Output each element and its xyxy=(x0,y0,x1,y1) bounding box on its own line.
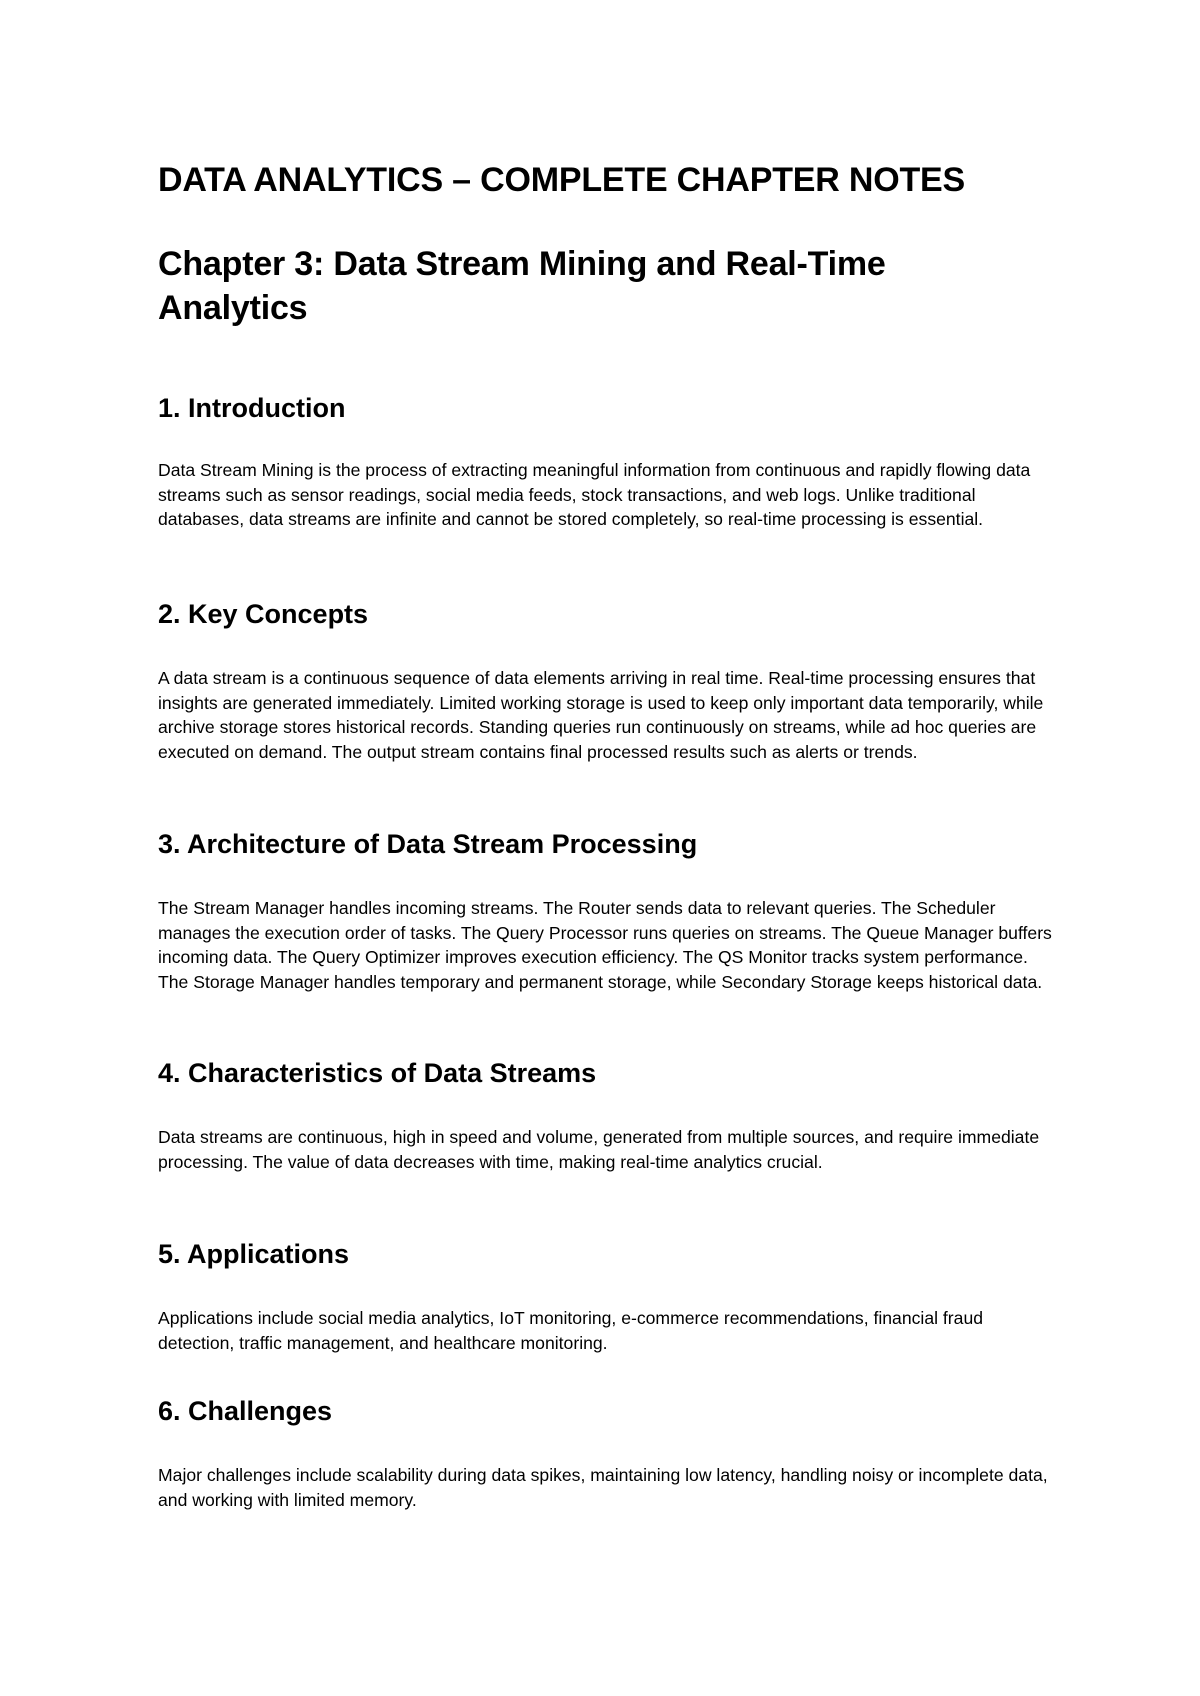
section-body-introduction: Data Stream Mining is the process of extracting meaningful information from continuous and rapidly flowing data streams such as sensor readings, social media feeds, stock transactions, and web logs. Unlike traditional databases, data streams are infinite and cannot be stored completely, so real-time processing is essential. xyxy=(158,460,1031,529)
section-body-applications: Applications include social media analytics, IoT monitoring, e-commerce recommendations, financial fraud detection, traffic management, and healthcare monitoring. xyxy=(158,1308,984,1353)
section-heading-challenges: 6. Challenges xyxy=(158,1396,333,1426)
document-title: DATA ANALYTICS – COMPLETE CHAPTER NOTES xyxy=(158,161,965,199)
section-body-characteristics: Data streams are continuous, high in speed and volume, generated from multiple sources, and require immediate processing. The value of data decreases with time, making real-time analytics crucial. xyxy=(158,1127,1040,1172)
section-body-key-concepts: A data stream is a continuous sequence of data elements arriving in real time. Real-time processing ensures that insights are generated immediately. Limited working storage is used to keep only important data temporarily, while archive storage stores historical records. Standing queries run continuously on streams, while ad hoc queries are executed on demand. The output stream contains final processed results such as alerts or trends. xyxy=(158,668,1044,762)
section-heading-architecture: 3. Architecture of Data Stream Processing xyxy=(158,829,698,859)
section-body-challenges: Major challenges include scalability during data spikes, maintaining low latency, handling noisy or incomplete data, and working with limited memory. xyxy=(158,1465,1048,1510)
section-body-architecture: The Stream Manager handles incoming streams. The Router sends data to relevant queries. The Scheduler manages the execution order of tasks. The Query Processor runs queries on streams. The Queue Manager buffers incoming data. The Query Optimizer improves execution efficiency. The QS Monitor tracks system performance. The Storage Manager handles temporary and permanent storage, while Secondary Storage keeps historical data. xyxy=(158,898,1052,992)
section-heading-characteristics: 4. Characteristics of Data Streams xyxy=(158,1058,597,1088)
chapter-title: Chapter 3: Data Stream Mining and Real-Time Analytics xyxy=(158,245,886,327)
section-heading-key-concepts: 2. Key Concepts xyxy=(158,599,369,629)
section-heading-applications: 5. Applications xyxy=(158,1239,350,1269)
section-heading-introduction: 1. Introduction xyxy=(158,393,346,423)
